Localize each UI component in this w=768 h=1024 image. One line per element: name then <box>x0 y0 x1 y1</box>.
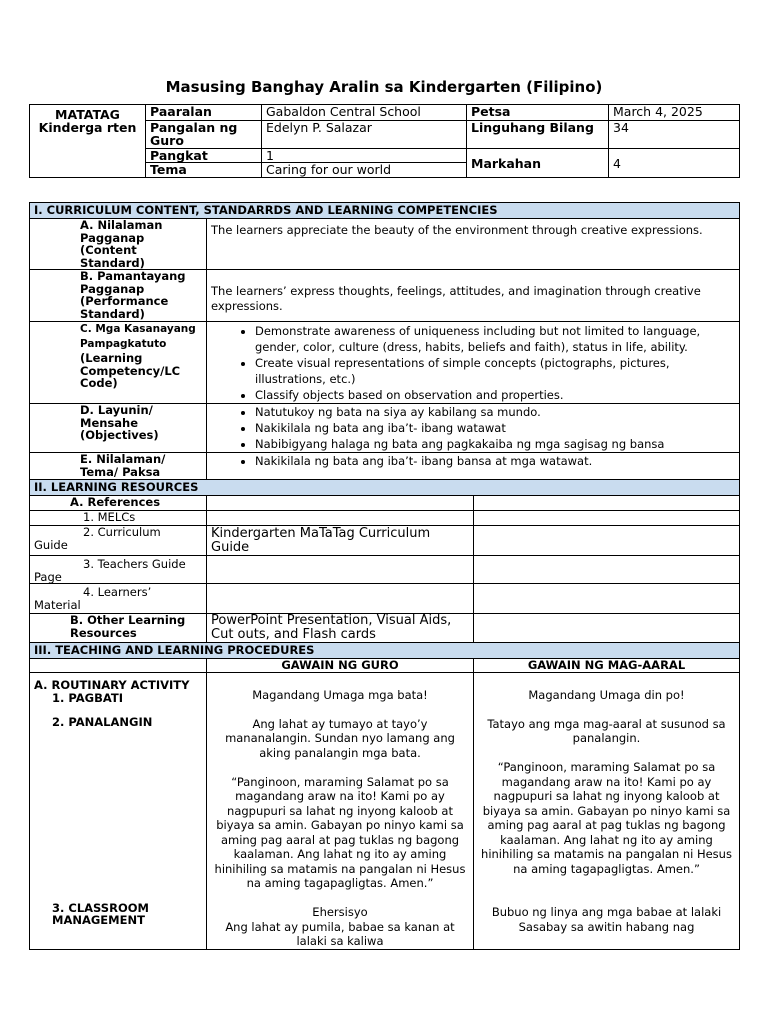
objective-item: • Natutukoy ng bata na siya ay kabilang sa mundo. <box>255 404 735 420</box>
linggo-value: 34 <box>609 121 740 149</box>
other-resources-label: B. Other Learning Resources <box>30 614 207 643</box>
markahan-value: 4 <box>609 149 740 178</box>
learning-competency-label <box>30 322 207 404</box>
melcs-label: 1. MELCs <box>30 511 207 526</box>
header-table <box>29 104 740 178</box>
guro-value: Edelyn P. Salazar <box>262 121 467 149</box>
gawain-guro-header: GAWAIN NG GURO <box>207 659 474 673</box>
gawain-mag-aaral-header: GAWAIN NG MAG-AARAL <box>474 659 740 673</box>
pangkat-value: 1 <box>262 149 467 163</box>
gawain-guro-cell <box>207 673 474 950</box>
guro-exercise: Ehersisyo <box>312 905 368 919</box>
content-standard-label: A. Nilalaman Pagganap (Content Standard) <box>30 219 207 270</box>
tema-label: Tema <box>146 163 262 178</box>
student-classroom-management: Bubuo ng linya ang mga babae at lalaki Sasabay sa awitin habang nag <box>491 905 722 934</box>
content-standard-text: The learners appreciate the beauty of the environment through creative expressions. <box>207 219 740 270</box>
petsa-value: March 4, 2025 <box>609 105 740 121</box>
guro-prayer: “Panginoon, maraming Salamat po sa magandang araw na ito! Kami po ay nagpupuri sa lahat ng inyong kaloob at biyaya sa amin. Gabayan po ninyo kami sa aming pag aaral at pag tuklas ng bagong kaalaman. Ang lahat ng ito ay aming hinihiling sa matamis na pangalan ni Hesus na aming tagapagligtas. Amen.” <box>214 774 466 890</box>
lc-item: • Create visual representations of simple concepts (pictographs, pictures, illustrations, etc.) <box>255 355 735 387</box>
paaralan-label: Paaralan <box>146 105 262 121</box>
performance-standard-label: B. Pamantayang Pagganap (Performance Standard) <box>30 270 207 322</box>
matatag-kindergarten-brand: MATATAG Kinderga rten <box>30 105 146 178</box>
topic-label: E. Nilalaman/ Tema/ Paksa <box>30 453 207 480</box>
topic-item: • Nakikilala ng bata ang iba’t- ibang bansa at mga watawat. <box>255 453 735 469</box>
page-title: Masusing Banghay Aralin sa Kindergarten (Filipino) <box>165 78 603 96</box>
routine-classroom-management-label: 3. CLASSROOM MANAGEMENT <box>52 900 149 927</box>
lc-item: • Demonstrate awareness of uniqueness including but not limited to language, gender, color, culture (dress, habits, beliefs and faith), status in life, ability. <box>255 323 735 355</box>
tema-value: Caring for our world <box>262 163 467 178</box>
teachers-guide-label: 3. Teachers Guide Page <box>30 556 207 584</box>
lc-item: • Classify objects based on observation and properties. <box>255 387 735 403</box>
section-1-heading: I. CURRICULUM CONTENT, STANDARRDS AND LEARNING COMPETENCIES <box>30 203 740 219</box>
performance-standard-text: The learners’ express thoughts, feelings, attitudes, and imagination through creative expressions. <box>207 270 740 322</box>
guro-prayer-intro: Ang lahat ay tumayo at tayo’y mananalangin. Sundan nyo lamang ang aking panalangin mga bata. <box>225 716 455 760</box>
student-prayer-intro: Tatayo ang mga mag-aaral at susunod sa panalangin. <box>487 716 726 745</box>
lc-label-a: C. Mga Kasanayang Pampagkatuto <box>80 323 196 350</box>
guro-classroom-management: Ang lahat ay pumila, babae sa kanan at lalaki sa kaliwa <box>225 919 455 948</box>
objective-item: • Nakikilala ng bata ang iba’t- ibang watawat <box>255 420 735 436</box>
lesson-plan-table <box>29 202 740 950</box>
objective-item: • Nabibigyang halaga ng bata ang pagkakaiba ng mga sagisag ng bansa <box>255 436 735 452</box>
student-prayer: “Panginoon, maraming Salamat po sa magandang araw na ito! Kami po ay nagpupuri sa lahat ng inyong kaloob at biyaya sa amin. Gabayan po ninyo kami sa aming pag aaral at pag tuklas ng bagong kaalaman. Ang lahat ng ito ay aming hinihiling sa matamis na pangalan ni Hesus na aming tagapagligtas. Amen.” <box>481 760 732 876</box>
references-label: A. References <box>30 496 207 511</box>
objectives-list <box>207 404 740 453</box>
pangkat-label: Pangkat <box>146 149 262 163</box>
markahan-label: Markahan <box>467 149 609 178</box>
routine-a-label: A. ROUTINARY ACTIVITY <box>34 678 190 692</box>
gawain-mag-aaral-cell <box>474 673 740 950</box>
paaralan-value: Gabaldon Central School <box>262 105 467 121</box>
learning-competency-list <box>207 322 740 404</box>
routine-pagbati-label: 1. PAGBATI <box>52 690 123 705</box>
routinary-activity-cell <box>30 673 207 950</box>
curriculum-guide-value: Kindergarten MaTaTag Curriculum Guide <box>207 526 474 556</box>
routine-panalangin-label: 2. PANALANGIN <box>52 715 153 729</box>
section-3-heading: III. TEACHING AND LEARNING PROCEDURES <box>30 643 740 659</box>
objectives-label: D. Layunin/ Mensahe (Objectives) <box>30 404 207 453</box>
guro-greeting: Magandang Umaga mga bata! <box>252 687 428 702</box>
curriculum-guide-label: 2. Curriculum Guide <box>30 526 207 556</box>
section-2-heading: II. LEARNING RESOURCES <box>30 480 740 496</box>
topic-list <box>207 453 740 480</box>
linggo-label: Linguhang Bilang <box>467 121 609 149</box>
other-resources-value: PowerPoint Presentation, Visual Aids, Cut outs, and Flash cards <box>207 614 474 643</box>
guro-label: Pangalan ng Guro <box>146 121 262 149</box>
student-greeting: Magandang Umaga din po! <box>528 687 685 702</box>
learners-material-label: 4. Learners’ Material <box>30 584 207 614</box>
lc-label-b: (Learning Competency/LC Code) <box>80 351 181 390</box>
petsa-label: Petsa <box>467 105 609 121</box>
